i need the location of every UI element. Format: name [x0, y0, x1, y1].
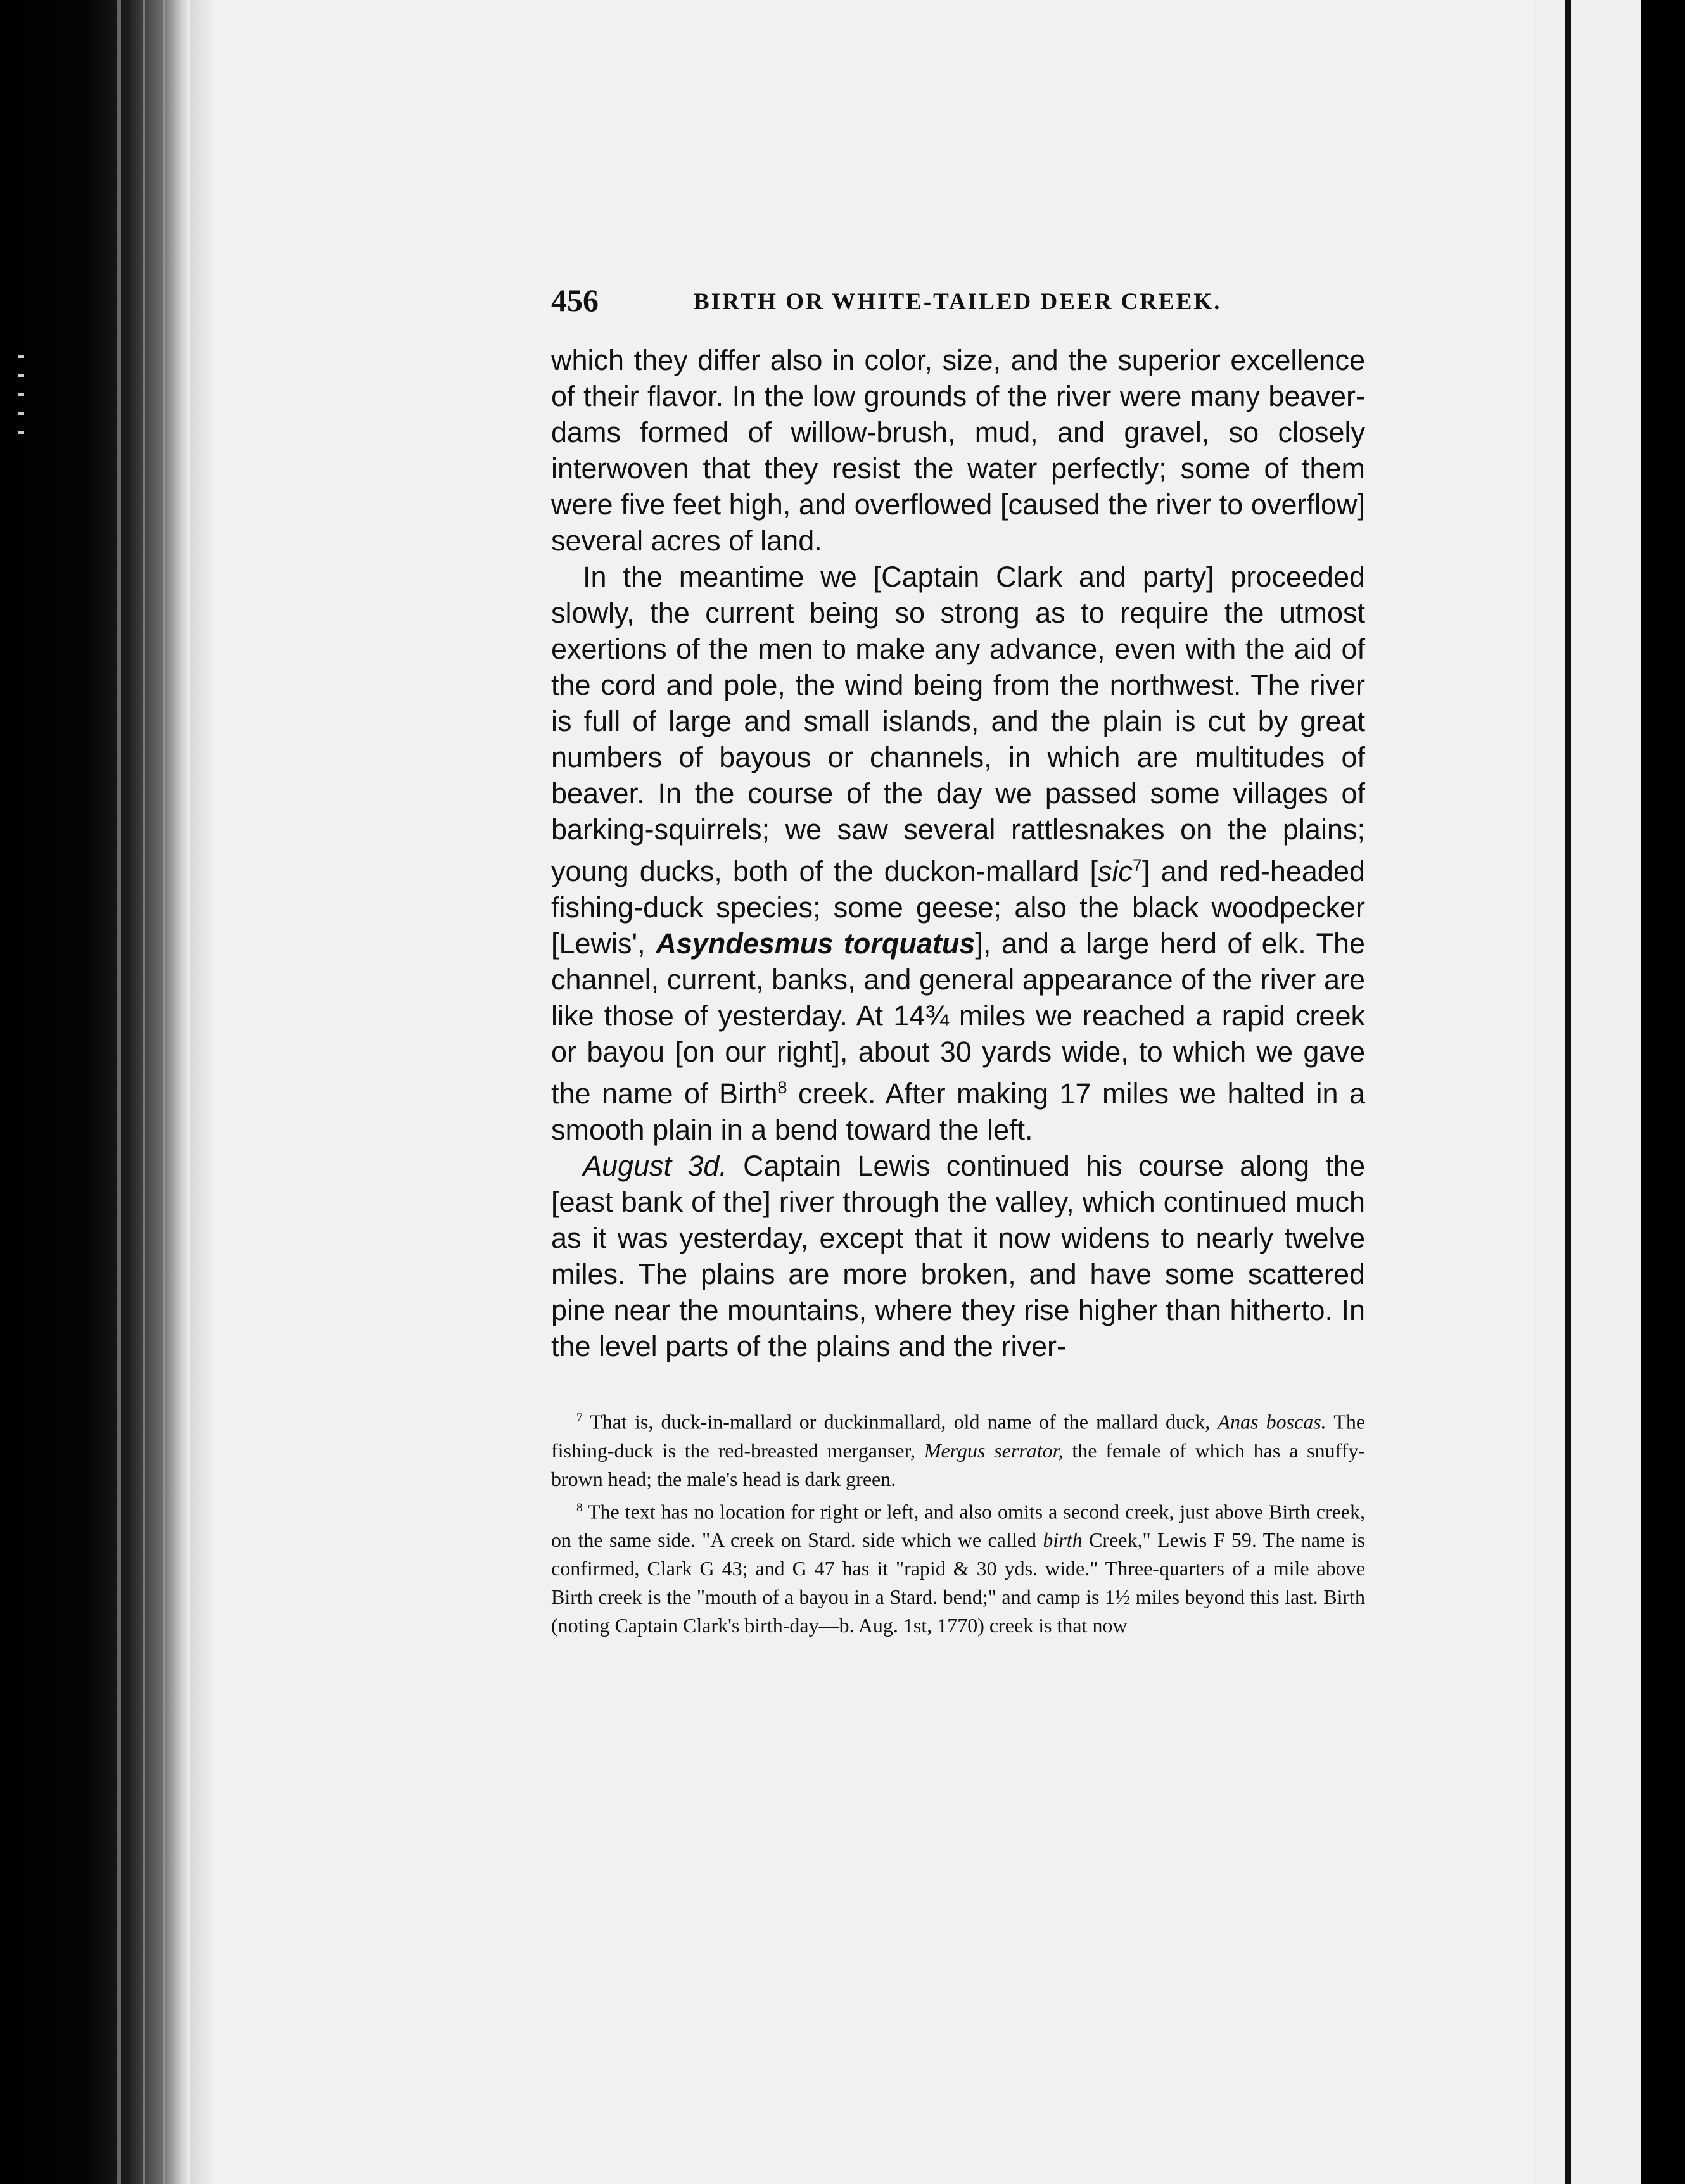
footnote-text: The fishing-duck is the red-breasted merganser, [551, 1410, 1366, 1462]
species-name: Anas boscas. [1218, 1410, 1326, 1433]
next-page-edge [1533, 0, 1641, 2184]
binding-stripe [117, 0, 121, 2184]
footnote-text: Creek," Lewis F 59. The name is confirmed, Clark G 43; and G 47 has it "rapid & 30 yds. wide." Three-quarters of a mile above Birth creek is the "mouth of a bayou in a Stard. bend;" and camp is 1½ miles beyond this last. Birth (noting Captain Clark's birth-day—b. Aug. 1st, 1770) creek is that now [551, 1528, 1366, 1637]
paragraph [551, 342, 1365, 559]
paragraph-text: creek. After making 17 miles we halted in a smooth plain in a bend toward the left. [551, 1077, 1366, 1146]
footnote-number: 8 [576, 1501, 583, 1514]
paragraph [551, 559, 1365, 1148]
running-head: BIRTH OR WHITE-TAILED DEER CREEK. [694, 289, 1222, 315]
footnote-text: That is, duck-in-mallard or duckinmallard, old name of the mallard duck, [582, 1410, 1218, 1433]
paragraph-text: ], and a large herd of elk. The channel, current, banks, and general appearance of the river are like those of yesterday. At 14¾ miles we reached a rapid creek or bayou [on our right], about 30 yards wide, to which we gave the name of Birth [551, 927, 1366, 1110]
page-content [551, 282, 1365, 1640]
footnote-ref: 7 [1133, 856, 1143, 875]
binding-marks [18, 355, 24, 437]
sic-mark: sic [1098, 855, 1133, 887]
scan-border [1641, 0, 1685, 2184]
paragraph-text: In the meantime we [Captain Clark and party] proceeded slowly, the current being so strong as to require the utmost exertions of the men to make any advance, even with the aid of the cord and pole, the wind being from the northwest. The river is full of large and small islands, and the plain is cut by great numbers of bayous or channels, in which are multitudes of beaver. In the course of the day we passed some villages of barking-squirrels; we saw several rattlesnakes on the plains; young ducks, both of the duckon-mallard [ [551, 561, 1365, 887]
page-divider [1565, 0, 1571, 2184]
page-edge [190, 0, 215, 2184]
footnote-text: The text has no location for right or left, and also omits a second creek, just above Birth creek, on the same side. "A creek on Stard. side which we called [551, 1500, 1365, 1552]
page-header [551, 282, 1365, 326]
footnotes [551, 1404, 1365, 1640]
body-text [551, 342, 1365, 1364]
species-name: Mergus serrator, [924, 1438, 1064, 1462]
footnote-text: the female of which has a snuffy-brown head; the male's head is dark green. [551, 1438, 1366, 1490]
page-number: 456 [551, 283, 599, 318]
footnote [551, 1404, 1365, 1494]
binding-stripe [143, 0, 145, 2184]
italic-text: birth [1043, 1528, 1083, 1552]
binding-stripe [163, 0, 165, 2184]
paragraph-text: which they differ also in color, size, and the superior excellence of their flavor. In the low grounds of the river were many beaver-dams formed of willow-brush, mud, and gravel, so closely interwoven that they resist the water perfectly; some of them were five feet high, and overflowed [caused the river to overflow] several acres of land. [551, 344, 1365, 557]
footnote-number: 7 [576, 1411, 583, 1425]
paragraph [551, 1148, 1365, 1364]
footnote [551, 1494, 1365, 1641]
paragraph-text: ] and red-headed fishing-duck species; some geese; also the black woodpecker [Lewis', [551, 855, 1365, 960]
paragraph-text: Captain Lewis continued his course along the [east bank of the] river through the valley, which continued much as it was yesterday, except that it now widens to nearly twelve miles. The plains are more broken, and have some scattered pine near the mountains, where they rise higher than hitherto. In the level parts of the plains and the river- [551, 1150, 1365, 1362]
species-name: Asyndesmus torquatus [656, 927, 976, 960]
date-heading: August 3d. [583, 1150, 727, 1182]
footnote-ref: 8 [777, 1078, 787, 1097]
book-binding [0, 0, 190, 2184]
